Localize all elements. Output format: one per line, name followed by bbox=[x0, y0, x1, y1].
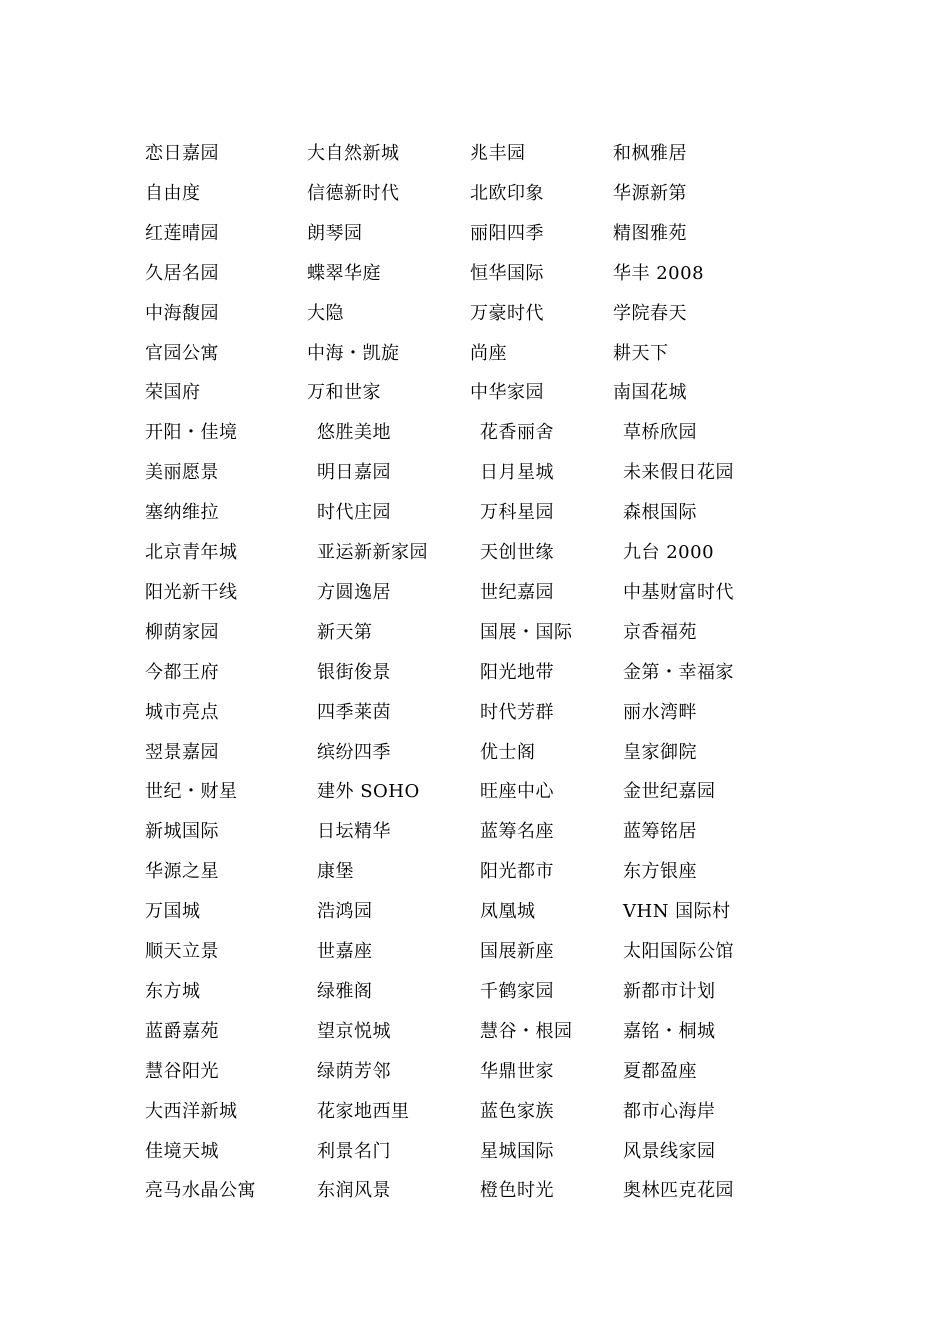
name-cell: 和枫雅居 bbox=[613, 143, 687, 164]
name-cell: 风景线家园 bbox=[623, 1141, 716, 1162]
name-cell: 精图雅苑 bbox=[613, 223, 687, 244]
name-cell: 阳光新干线 bbox=[145, 582, 238, 603]
name-cell: 未来假日花园 bbox=[623, 462, 734, 483]
name-cell: 大隐 bbox=[307, 303, 344, 324]
name-cell: 中华家园 bbox=[470, 382, 544, 403]
name-cell: 华鼎世家 bbox=[480, 1061, 554, 1082]
name-cell: 蝶翠华庭 bbox=[307, 263, 381, 284]
table-row bbox=[0, 1057, 950, 1087]
name-cell: 万和世家 bbox=[307, 382, 381, 403]
name-cell: 缤纷四季 bbox=[317, 742, 391, 763]
name-cell: 恒华国际 bbox=[470, 263, 544, 284]
name-cell: 蓝筹铭居 bbox=[623, 821, 697, 842]
name-cell: 银街俊景 bbox=[317, 662, 391, 683]
name-cell: 大自然新城 bbox=[307, 143, 400, 164]
table-row bbox=[0, 339, 950, 369]
name-cell: 草桥欣园 bbox=[623, 422, 697, 443]
name-cell: 北京青年城 bbox=[145, 542, 238, 563]
name-cell: 千鹤家园 bbox=[480, 981, 554, 1002]
name-cell: 时代芳群 bbox=[480, 702, 554, 723]
name-cell: 嘉铭・桐城 bbox=[623, 1021, 716, 1042]
name-cell: 优士阁 bbox=[480, 742, 536, 763]
name-cell: 柳荫家园 bbox=[145, 622, 219, 643]
table-row bbox=[0, 299, 950, 329]
name-cell: 华源新第 bbox=[613, 183, 687, 204]
name-cell: 时代庄园 bbox=[317, 502, 391, 523]
name-cell: 夏都盈座 bbox=[623, 1061, 697, 1082]
name-cell: 丽水湾畔 bbox=[623, 702, 697, 723]
name-cell: 阳光都市 bbox=[480, 861, 554, 882]
table-row bbox=[0, 578, 950, 608]
table-row bbox=[0, 179, 950, 209]
name-cell: 亚运新新家园 bbox=[317, 542, 428, 563]
name-cell: 东方城 bbox=[145, 981, 201, 1002]
name-cell: 久居名园 bbox=[145, 263, 219, 284]
name-cell: 丽阳四季 bbox=[470, 223, 544, 244]
name-cell: 翌景嘉园 bbox=[145, 742, 219, 763]
name-cell: 世纪嘉园 bbox=[480, 582, 554, 603]
name-cell: 耕天下 bbox=[613, 343, 669, 364]
table-row bbox=[0, 418, 950, 448]
name-cell: 恋日嘉园 bbox=[145, 143, 219, 164]
name-cell: 绿荫芳邻 bbox=[317, 1061, 391, 1082]
table-row bbox=[0, 1097, 950, 1127]
name-cell: 尚座 bbox=[470, 343, 507, 364]
name-cell: 建外 SOHO bbox=[317, 781, 420, 802]
table-row bbox=[0, 259, 950, 289]
name-cell: 万科星园 bbox=[480, 502, 554, 523]
name-cell: 世纪・财星 bbox=[145, 781, 238, 802]
table-row bbox=[0, 458, 950, 488]
table-row bbox=[0, 378, 950, 408]
table-row bbox=[0, 1017, 950, 1047]
name-cell: 佳境天城 bbox=[145, 1141, 219, 1162]
name-cell: 花家地西里 bbox=[317, 1101, 410, 1122]
name-cell: 太阳国际公馆 bbox=[623, 941, 734, 962]
name-cell: 国展新座 bbox=[480, 941, 554, 962]
name-cell: 学院春天 bbox=[613, 303, 687, 324]
table-row bbox=[0, 698, 950, 728]
name-cell: 国展・国际 bbox=[480, 622, 573, 643]
name-cell: 蓝筹名座 bbox=[480, 821, 554, 842]
name-cell: 九台 2000 bbox=[623, 542, 715, 563]
name-cell: 开阳・佳境 bbox=[145, 422, 238, 443]
table-row bbox=[0, 977, 950, 1007]
name-cell: 城市亮点 bbox=[145, 702, 219, 723]
name-cell: 华源之星 bbox=[145, 861, 219, 882]
name-cell: 红莲晴园 bbox=[145, 223, 219, 244]
name-cell: 望京悦城 bbox=[317, 1021, 391, 1042]
table-row bbox=[0, 618, 950, 648]
name-cell: 南国花城 bbox=[613, 382, 687, 403]
name-cell: 官园公寓 bbox=[145, 343, 219, 364]
name-cell: 自由度 bbox=[145, 183, 201, 204]
name-cell: 新天第 bbox=[317, 622, 373, 643]
table-row bbox=[0, 658, 950, 688]
name-cell: 新城国际 bbox=[145, 821, 219, 842]
name-cell: 阳光地带 bbox=[480, 662, 554, 683]
name-cell: 世嘉座 bbox=[317, 941, 373, 962]
name-cell: 大西洋新城 bbox=[145, 1101, 238, 1122]
table-row bbox=[0, 817, 950, 847]
name-cell: 橙色时光 bbox=[480, 1180, 554, 1201]
name-cell: 顺天立景 bbox=[145, 941, 219, 962]
name-cell: 今都王府 bbox=[145, 662, 219, 683]
name-cell: 慧谷阳光 bbox=[145, 1061, 219, 1082]
name-cell: 利景名门 bbox=[317, 1141, 391, 1162]
name-cell: 日坛精华 bbox=[317, 821, 391, 842]
name-cell: 朗琴园 bbox=[307, 223, 363, 244]
table-row bbox=[0, 777, 950, 807]
name-cell: 中海馥园 bbox=[145, 303, 219, 324]
name-cell: 皇家御院 bbox=[623, 742, 697, 763]
table-row bbox=[0, 738, 950, 768]
name-cell: 荣国府 bbox=[145, 382, 201, 403]
name-cell: 康堡 bbox=[317, 861, 354, 882]
name-cell: 东方银座 bbox=[623, 861, 697, 882]
table-row bbox=[0, 897, 950, 927]
name-cell: 星城国际 bbox=[480, 1141, 554, 1162]
name-cell: 兆丰园 bbox=[470, 143, 526, 164]
name-cell: 浩鸿园 bbox=[317, 901, 373, 922]
name-cell: 旺座中心 bbox=[480, 781, 554, 802]
name-cell: 方圆逸居 bbox=[317, 582, 391, 603]
table-row bbox=[0, 498, 950, 528]
table-row bbox=[0, 1137, 950, 1167]
name-cell: 悠胜美地 bbox=[317, 422, 391, 443]
name-cell: 都市心海岸 bbox=[623, 1101, 716, 1122]
name-cell: 信德新时代 bbox=[307, 183, 400, 204]
name-cell: 亮马水晶公寓 bbox=[145, 1180, 256, 1201]
name-cell: 华丰 2008 bbox=[613, 263, 705, 284]
table-row bbox=[0, 538, 950, 568]
name-cell: 明日嘉园 bbox=[317, 462, 391, 483]
name-cell: 蓝爵嘉苑 bbox=[145, 1021, 219, 1042]
table-row bbox=[0, 857, 950, 887]
name-cell: 蓝色家族 bbox=[480, 1101, 554, 1122]
name-cell: 花香丽舍 bbox=[480, 422, 554, 443]
name-cell: 万国城 bbox=[145, 901, 201, 922]
name-cell: 天创世缘 bbox=[480, 542, 554, 563]
name-cell: 中海・凯旋 bbox=[307, 343, 400, 364]
name-cell: 慧谷・根园 bbox=[480, 1021, 573, 1042]
name-cell: 金世纪嘉园 bbox=[623, 781, 716, 802]
name-cell: 京香福苑 bbox=[623, 622, 697, 643]
name-cell: 森根国际 bbox=[623, 502, 697, 523]
name-cell: 金第・幸福家 bbox=[623, 662, 734, 683]
table-row bbox=[0, 1176, 950, 1206]
name-cell: 万豪时代 bbox=[470, 303, 544, 324]
table-row bbox=[0, 139, 950, 169]
name-cell: 四季莱茵 bbox=[317, 702, 391, 723]
name-cell: VHN 国际村 bbox=[623, 901, 731, 922]
name-cell: 北欧印象 bbox=[470, 183, 544, 204]
name-cell: 奥林匹克花园 bbox=[623, 1180, 734, 1201]
name-cell: 中基财富时代 bbox=[623, 582, 734, 603]
name-cell: 东润风景 bbox=[317, 1180, 391, 1201]
name-cell: 凤凰城 bbox=[480, 901, 536, 922]
table-row bbox=[0, 937, 950, 967]
name-cell: 新都市计划 bbox=[623, 981, 716, 1002]
table-row bbox=[0, 219, 950, 249]
name-cell: 日月星城 bbox=[480, 462, 554, 483]
name-cell: 绿雅阁 bbox=[317, 981, 373, 1002]
name-cell: 美丽愿景 bbox=[145, 462, 219, 483]
name-cell: 塞纳维拉 bbox=[145, 502, 219, 523]
